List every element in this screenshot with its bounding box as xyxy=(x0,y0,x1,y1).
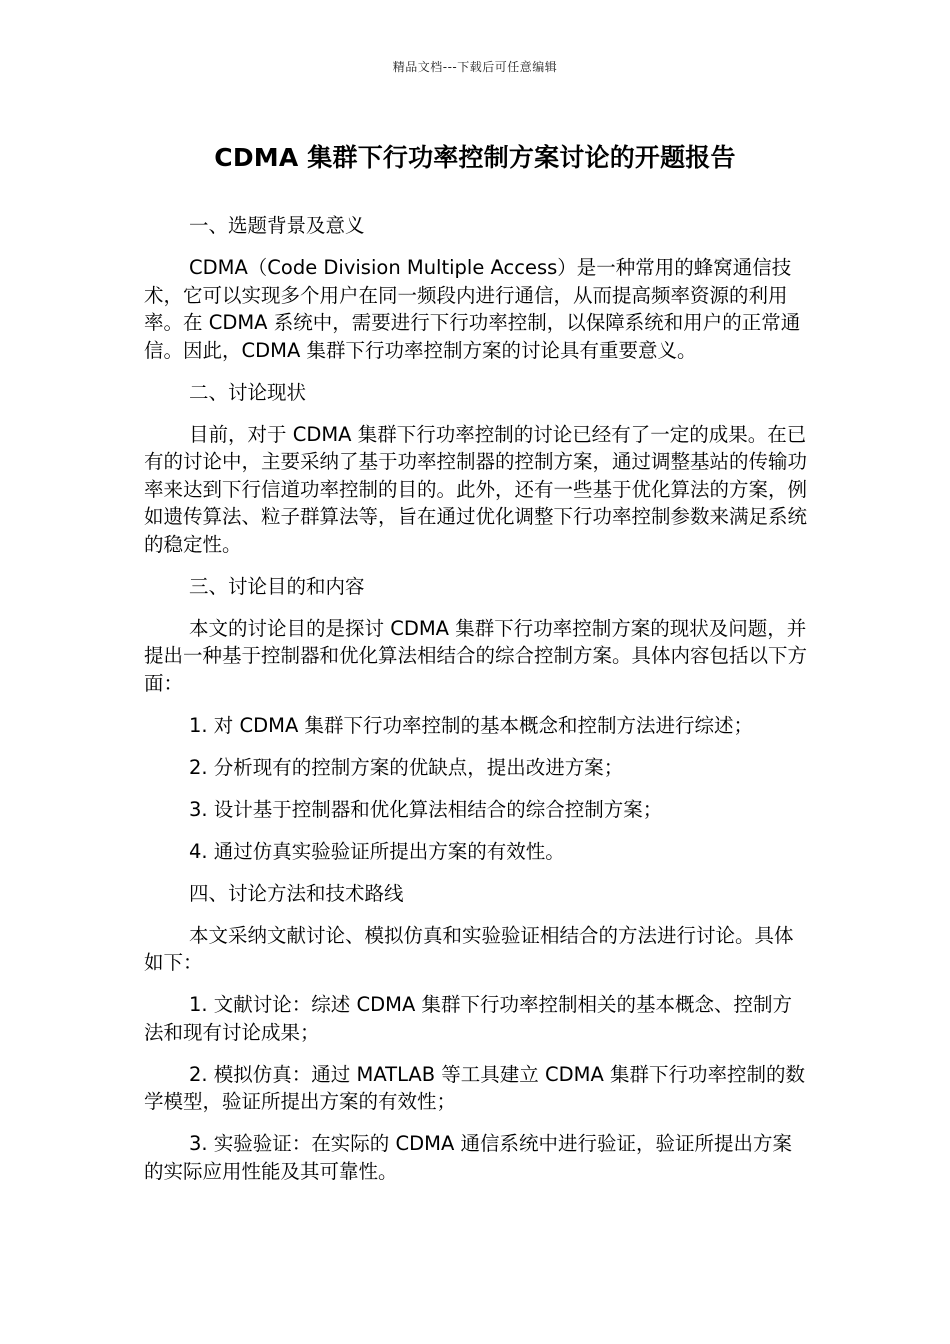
paragraph-goals: 本文的讨论目的是探讨 CDMA 集群下行功率控制方案的现状及问题，并提出一种基于控制器和优化算法相结合的综合控制方案。具体内容包括以下方面： xyxy=(144,616,808,695)
list-item-goal-3: 3. 设计基于控制器和优化算法相结合的综合控制方案； xyxy=(189,797,663,821)
list-item-goal-4: 4. 通过仿真实验验证所提出方案的有效性。 xyxy=(189,839,565,863)
document-body xyxy=(144,212,808,1200)
list-item-goal-1: 1. 对 CDMA 集群下行功率控制的基本概念和控制方法进行综述； xyxy=(189,713,753,737)
paragraph-status: 目前，对于 CDMA 集群下行功率控制的讨论已经有了一定的成果。在已有的讨论中，主要采纳了基于功率控制器的控制方案，通过调整基站的传输功率来达到下行信道功率控制的目的。此外，还有一些基于优化算法的方案，例如遗传算法、粒子群算法等，旨在通过优化调整下行功率控制参数来满足系统的稳定性。 xyxy=(144,422,808,556)
paragraph-methods: 本文采纳文献讨论、模拟仿真和实验验证相结合的方法进行讨论。具体如下： xyxy=(144,923,794,974)
header-note: 精品文档---下载后可任意编辑 xyxy=(392,60,558,74)
section-heading-background: 一、选题背景及意义 xyxy=(189,214,365,237)
paragraph-background: CDMA（Code Division Multiple Access）是一种常用的蜂窝通信技术，它可以实现多个用户在同一频段内进行通信，从而提高频率资源的利用率。在 CDMA 系统中，需要进行下行功率控制，以保障系统和用户的正常通信。因此，CDMA 集群下行功率控制方案的讨论具有重要意义。 xyxy=(144,256,801,362)
list-item-method-1: 1. 文献讨论：综述 CDMA 集群下行功率控制相关的基本概念、控制方法和现有讨论成果； xyxy=(144,993,792,1044)
list-item-goal-2: 2. 分析现有的控制方案的优缺点，提出改进方案； xyxy=(189,755,624,779)
list-item-method-2: 2. 模拟仿真：通过 MATLAB 等工具建立 CDMA 集群下行功率控制的数学模型，验证所提出方案的有效性； xyxy=(144,1062,805,1113)
list-item-method-3: 3. 实验验证：在实际的 CDMA 通信系统中进行验证，验证所提出方案的实际应用性能及其可靠性。 xyxy=(144,1132,792,1183)
section-heading-goals: 三、讨论目的和内容 xyxy=(189,574,365,598)
section-heading-methods: 四、讨论方法和技术路线 xyxy=(189,881,404,905)
section-heading-status: 二、讨论现状 xyxy=(189,380,307,404)
document-title: CDMA 集群下行功率控制方案讨论的开题报告 xyxy=(214,143,736,172)
